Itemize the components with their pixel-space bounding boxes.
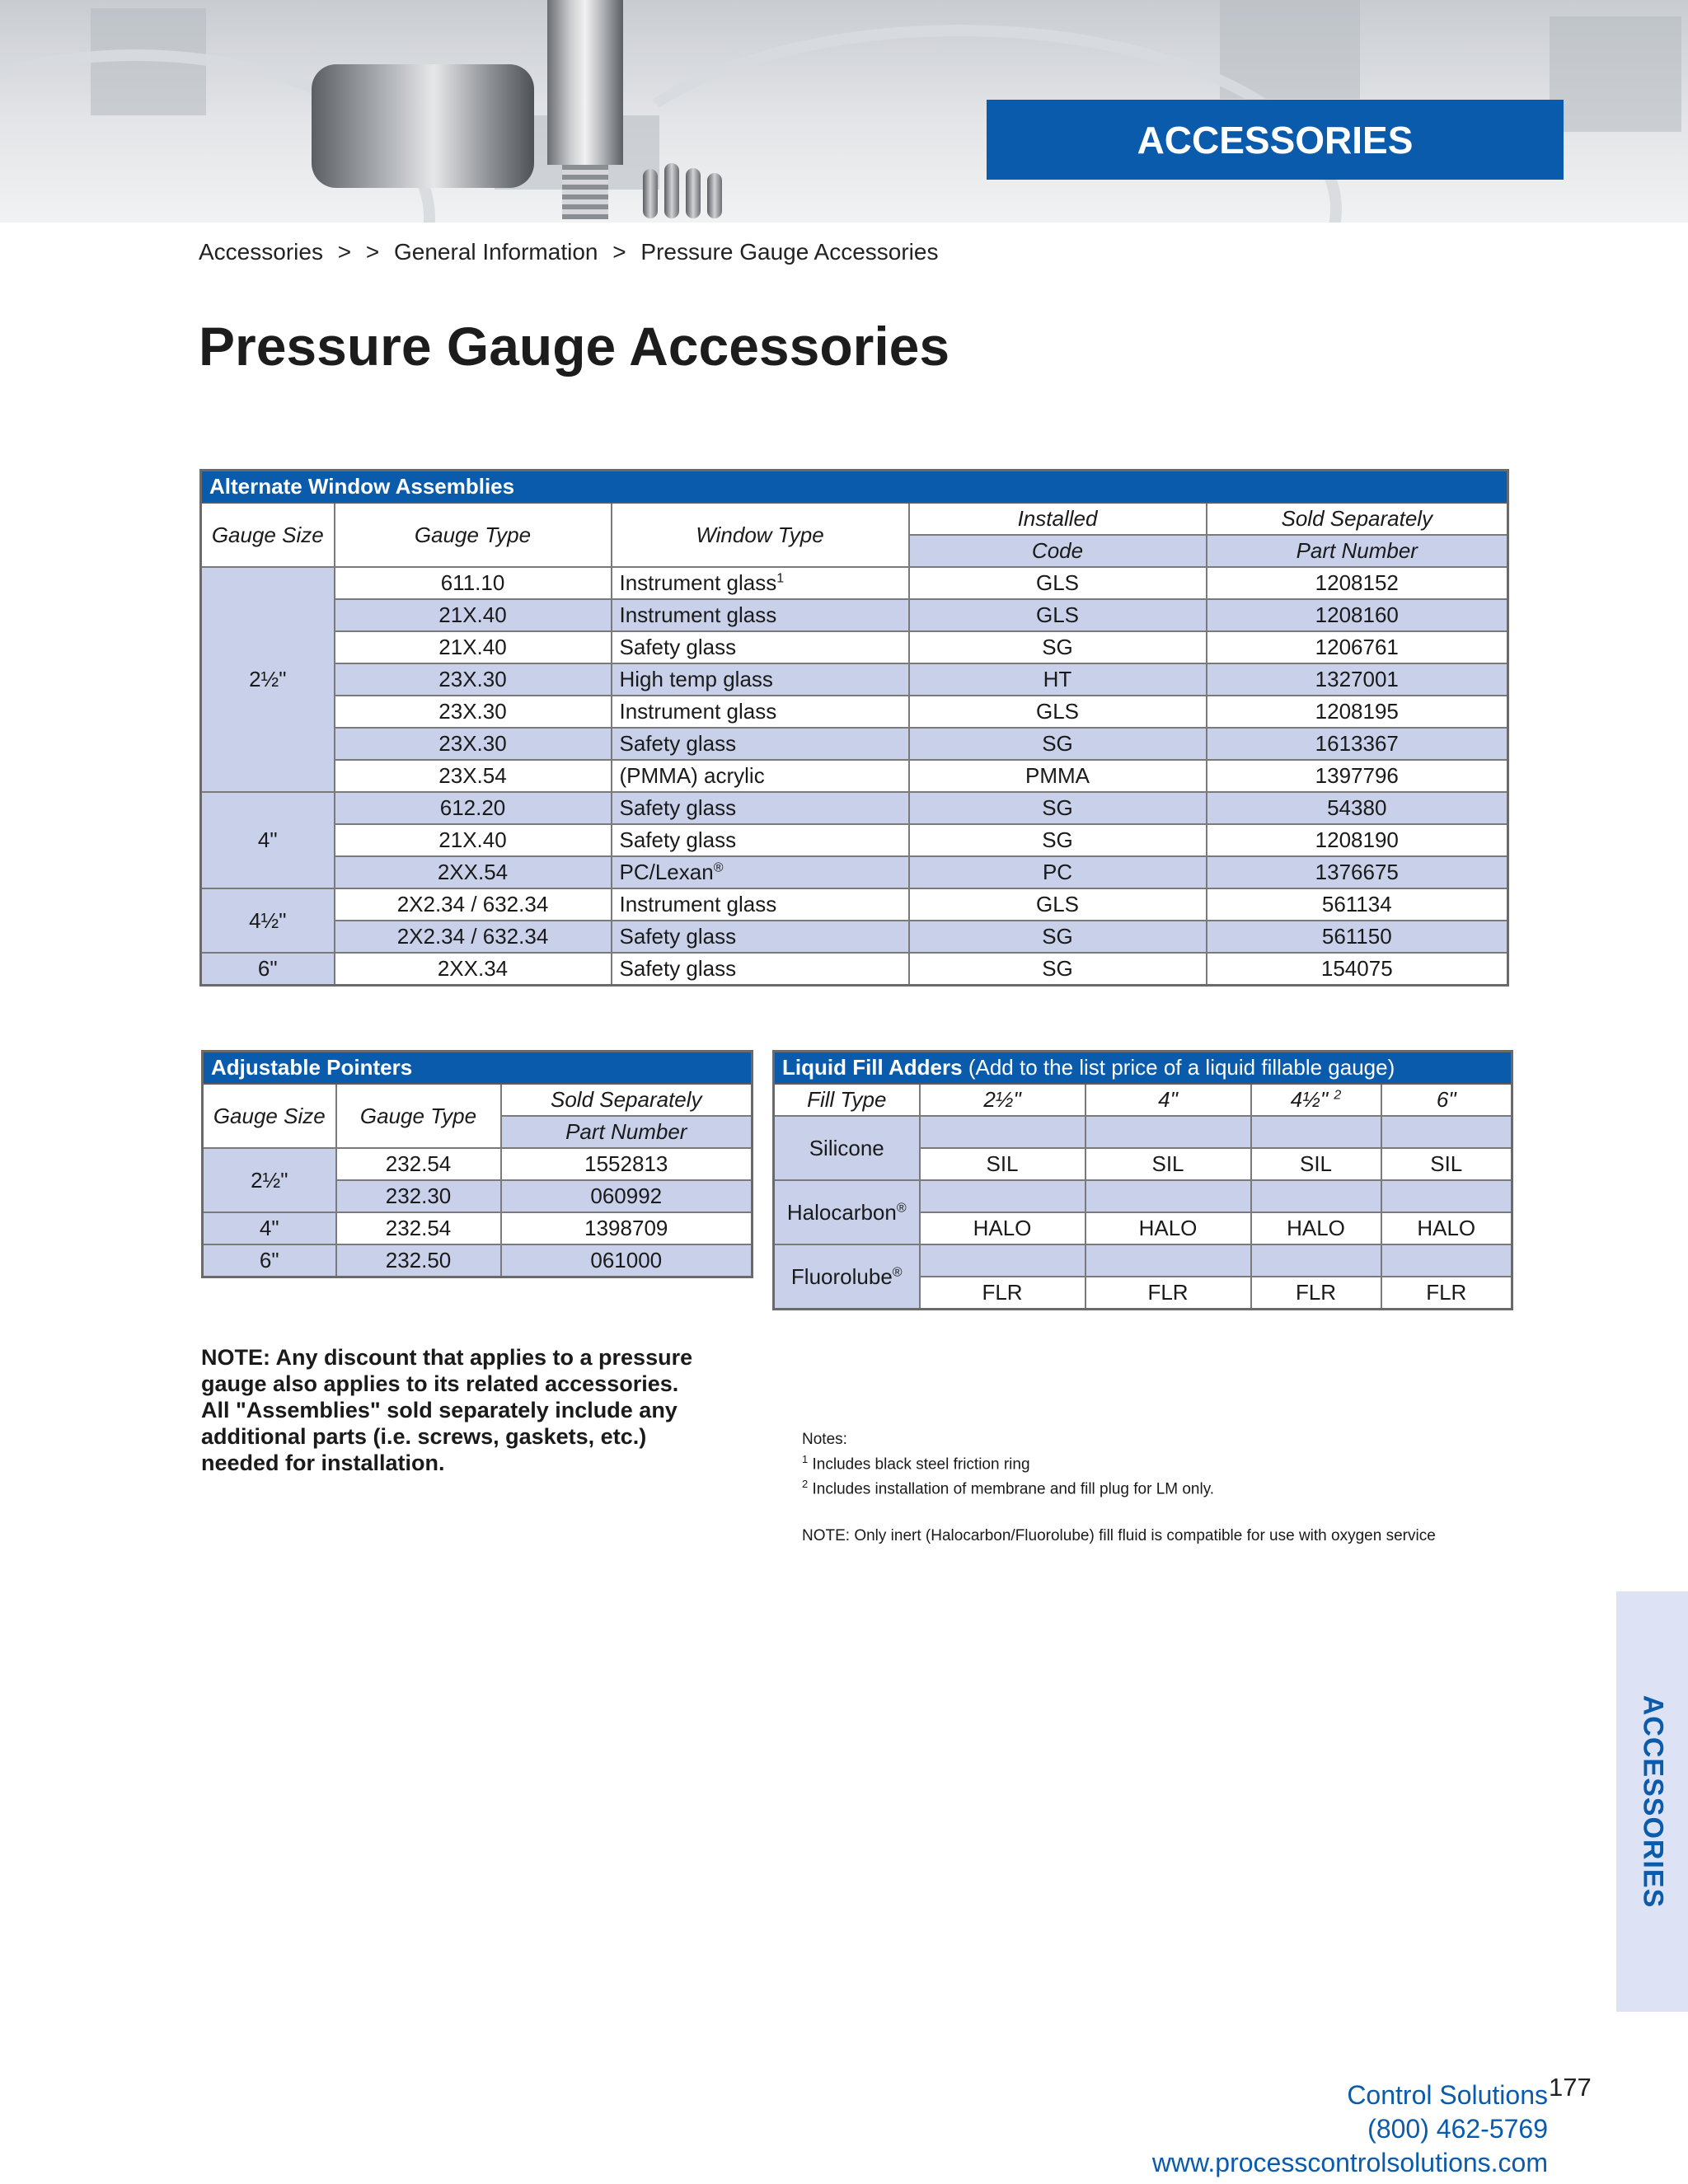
footnote-2-text: Includes installation of membrane and fill plug for LM only.: [812, 1480, 1215, 1498]
liquid-fill-adders-table: [772, 1050, 1513, 1310]
col-sold-separately: Sold Separately: [1207, 503, 1508, 535]
gauge-type-cell: 21X.40: [335, 599, 612, 631]
gauge-size-cell: 2½": [201, 567, 335, 792]
window-type-cell: Instrument glass: [612, 696, 909, 728]
part-number-cell: 1397796: [1207, 760, 1508, 792]
code-cell: SG: [909, 953, 1207, 986]
window-type-cell: Safety glass: [612, 792, 909, 824]
window-type-cell: Safety glass: [612, 631, 909, 663]
col-size-4: 4": [1085, 1084, 1251, 1116]
fill-type-cell: [774, 1244, 920, 1310]
page-title: Pressure Gauge Accessories: [199, 316, 950, 377]
fill-code-cell: SIL: [1085, 1148, 1251, 1180]
col-fill-type: Fill Type: [774, 1084, 920, 1116]
part-number-cell: 1208190: [1207, 824, 1508, 856]
col-installed: Installed: [909, 503, 1207, 535]
part-number-cell: 060992: [501, 1180, 753, 1212]
gauge-type-cell: 2XX.34: [335, 953, 612, 986]
part-number-cell: 561150: [1207, 921, 1508, 953]
part-number-cell: 154075: [1207, 953, 1508, 986]
window-type-cell: Safety glass: [612, 921, 909, 953]
table-row: [201, 792, 1508, 824]
oxygen-service-note: NOTE: Only inert (Halocarbon/Fluorolube) fill fluid is compatible for use with oxygen service: [802, 1527, 1436, 1544]
gauge-size-cell: 6": [201, 953, 335, 986]
code-cell: PC: [909, 856, 1207, 888]
gauge-size-cell: 4": [203, 1212, 336, 1244]
fill-code-cell: FLR: [920, 1277, 1085, 1310]
part-number-cell: 1613367: [1207, 728, 1508, 760]
part-number-cell: 1327001: [1207, 663, 1508, 696]
table-row: [201, 567, 1508, 599]
part-number-cell: 54380: [1207, 792, 1508, 824]
table-row: [201, 728, 1508, 760]
footnote-1-text: Includes black steel friction ring: [812, 1455, 1030, 1474]
gauge-type-cell: 232.54: [336, 1212, 501, 1244]
col-size-4-5-label: 4½": [1290, 1087, 1329, 1112]
fill-code-cell: HALO: [1251, 1212, 1381, 1244]
window-table-title: Alternate Window Assemblies: [201, 471, 1508, 504]
fill-table-subtitle: (Add to the list price of a liquid fillable gauge): [968, 1055, 1395, 1080]
col-sold-separately: Sold Separately: [501, 1084, 753, 1116]
col-size-4-5: [1251, 1084, 1381, 1116]
table-row: [201, 824, 1508, 856]
footnote-mark: 1: [776, 571, 785, 586]
registered-mark: ®: [892, 1264, 903, 1279]
footnote-mark: 1: [802, 1453, 809, 1465]
phone-number[interactable]: (800) 462-5769: [1367, 2114, 1548, 2144]
window-type-cell: High temp glass: [612, 663, 909, 696]
gauge-type-cell: 232.54: [336, 1148, 501, 1180]
fill-code-cell: FLR: [1251, 1277, 1381, 1310]
table-row: [203, 1244, 753, 1277]
footnote-1: [802, 1450, 1214, 1474]
window-type-cell: [612, 567, 909, 599]
table-row: [774, 1180, 1512, 1212]
code-cell: GLS: [909, 599, 1207, 631]
col-size-6: 6": [1381, 1084, 1512, 1116]
discount-note: NOTE: Any discount that applies to a pressure gauge also applies to its related accessories. All "Assemblies" sold separately include any additional parts (i.e. screws, gaskets, etc.) needed for installation.: [201, 1345, 693, 1475]
section-header-tab: [987, 100, 1564, 180]
gauge-type-cell: 21X.40: [335, 824, 612, 856]
breadcrumb-item-current: Pressure Gauge Accessories: [640, 239, 939, 265]
gauge-type-cell: 612.20: [335, 792, 612, 824]
table-row: [201, 631, 1508, 663]
footnote-mark: 2: [802, 1478, 809, 1491]
window-type-cell: Instrument glass: [612, 599, 909, 631]
code-cell: GLS: [909, 696, 1207, 728]
window-type-cell: [612, 856, 909, 888]
contact-block: [1152, 2079, 1548, 2180]
breadcrumb-item-general-information[interactable]: General Information: [394, 239, 598, 265]
table-row: [201, 953, 1508, 986]
table-row: [203, 1148, 753, 1180]
part-number-cell: 1398709: [501, 1212, 753, 1244]
gauge-type-cell: 23X.54: [335, 760, 612, 792]
col-gauge-type: Gauge Type: [336, 1084, 501, 1148]
code-cell: SG: [909, 792, 1207, 824]
table-row: [201, 921, 1508, 953]
col-part-number: Part Number: [1207, 535, 1508, 567]
footnotes: [802, 1430, 1214, 1500]
window-type-cell: (PMMA) acrylic: [612, 760, 909, 792]
fill-type-text: Halocarbon: [786, 1199, 897, 1225]
table-row: [203, 1212, 753, 1244]
part-number-cell: 061000: [501, 1244, 753, 1277]
section-header-label: ACCESSORIES: [1137, 118, 1414, 162]
col-gauge-type: Gauge Type: [335, 503, 612, 567]
gauge-type-cell: 2X2.34 / 632.34: [335, 888, 612, 921]
table-row: [201, 696, 1508, 728]
fill-code-cell: HALO: [1085, 1212, 1251, 1244]
code-cell: HT: [909, 663, 1207, 696]
fill-code-cell: FLR: [1085, 1277, 1251, 1310]
footnote-2: [802, 1474, 1214, 1499]
part-number-cell: 561134: [1207, 888, 1508, 921]
gauge-type-cell: 2XX.54: [335, 856, 612, 888]
fill-table-title-text: Liquid Fill Adders: [782, 1055, 963, 1080]
table-row: [774, 1244, 1512, 1277]
footnote-mark: 2: [1334, 1088, 1342, 1103]
breadcrumb-separator: >: [365, 239, 380, 265]
col-size-2-5: 2½": [920, 1084, 1085, 1116]
col-part-number: Part Number: [501, 1116, 753, 1148]
notes-heading: Notes:: [802, 1431, 847, 1448]
table-row: [201, 760, 1508, 792]
company-name: Control Solutions: [1347, 2080, 1548, 2110]
gauge-adapter-image: [547, 0, 623, 165]
part-number-cell: 1208195: [1207, 696, 1508, 728]
code-cell: SG: [909, 728, 1207, 760]
part-number-cell: 1208152: [1207, 567, 1508, 599]
gauge-size-cell: 2½": [203, 1148, 336, 1212]
window-type-cell: Safety glass: [612, 728, 909, 760]
code-cell: GLS: [909, 888, 1207, 921]
gauge-type-cell: 232.30: [336, 1180, 501, 1212]
col-code: Code: [909, 535, 1207, 567]
gauge-type-cell: 23X.30: [335, 728, 612, 760]
fill-table-title: [774, 1052, 1512, 1085]
fill-code-cell: SIL: [1381, 1148, 1512, 1180]
fill-code-cell: FLR: [1381, 1277, 1512, 1310]
table-row: [201, 856, 1508, 888]
fill-type-cell: Silicone: [774, 1116, 920, 1180]
adjustable-pointers-table: [201, 1050, 753, 1278]
window-type-cell: Instrument glass: [612, 888, 909, 921]
gauge-size-cell: 6": [203, 1244, 336, 1277]
col-gauge-size: Gauge Size: [201, 503, 335, 567]
code-cell: SG: [909, 824, 1207, 856]
gauge-type-cell: 611.10: [335, 567, 612, 599]
breadcrumb: [199, 239, 946, 265]
window-assemblies-table: [199, 469, 1509, 987]
window-type-cell: Safety glass: [612, 953, 909, 986]
table-row: [774, 1116, 1512, 1148]
window-type-text: PC/Lexan: [619, 860, 714, 884]
fill-code-cell: HALO: [1381, 1212, 1512, 1244]
registered-mark: ®: [713, 860, 724, 875]
col-gauge-size: Gauge Size: [203, 1084, 336, 1148]
part-number-cell: 1376675: [1207, 856, 1508, 888]
part-number-cell: 1206761: [1207, 631, 1508, 663]
gauge-type-cell: 21X.40: [335, 631, 612, 663]
breadcrumb-separator: >: [612, 239, 626, 265]
pointers-table-title: Adjustable Pointers: [203, 1052, 753, 1085]
table-row: [201, 663, 1508, 696]
side-section-tab[interactable]: [1616, 1591, 1688, 2012]
breadcrumb-item-accessories[interactable]: Accessories: [199, 239, 323, 265]
fill-code-cell: SIL: [920, 1148, 1085, 1180]
table-row: [201, 888, 1508, 921]
code-cell: GLS: [909, 567, 1207, 599]
part-number-cell: 1552813: [501, 1148, 753, 1180]
breadcrumb-separator: >: [337, 239, 352, 265]
registered-mark: ®: [896, 1200, 907, 1215]
gauge-size-cell: 4": [201, 792, 335, 888]
part-number-cell: 1208160: [1207, 599, 1508, 631]
pipe-coupling-image: [312, 64, 534, 188]
table-row: [201, 599, 1508, 631]
page-number: 177: [1549, 2073, 1592, 2102]
window-type-text: Instrument glass: [619, 570, 777, 595]
fill-type-cell: [774, 1180, 920, 1244]
gauge-type-cell: 2X2.34 / 632.34: [335, 921, 612, 953]
side-section-label: ACCESSORIES: [1637, 1694, 1668, 1909]
code-cell: SG: [909, 631, 1207, 663]
code-cell: PMMA: [909, 760, 1207, 792]
gauge-type-cell: 23X.30: [335, 696, 612, 728]
fill-code-cell: HALO: [920, 1212, 1085, 1244]
gauge-type-cell: 232.50: [336, 1244, 501, 1277]
fill-code-cell: SIL: [1251, 1148, 1381, 1180]
gauge-type-cell: 23X.30: [335, 663, 612, 696]
col-window-type: Window Type: [612, 503, 909, 567]
fill-type-text: Fluorolube: [790, 1263, 893, 1289]
code-cell: SG: [909, 921, 1207, 953]
gauge-size-cell: 4½": [201, 888, 335, 953]
website-link[interactable]: www.processcontrolsolutions.com: [1151, 2148, 1548, 2177]
window-type-cell: Safety glass: [612, 824, 909, 856]
